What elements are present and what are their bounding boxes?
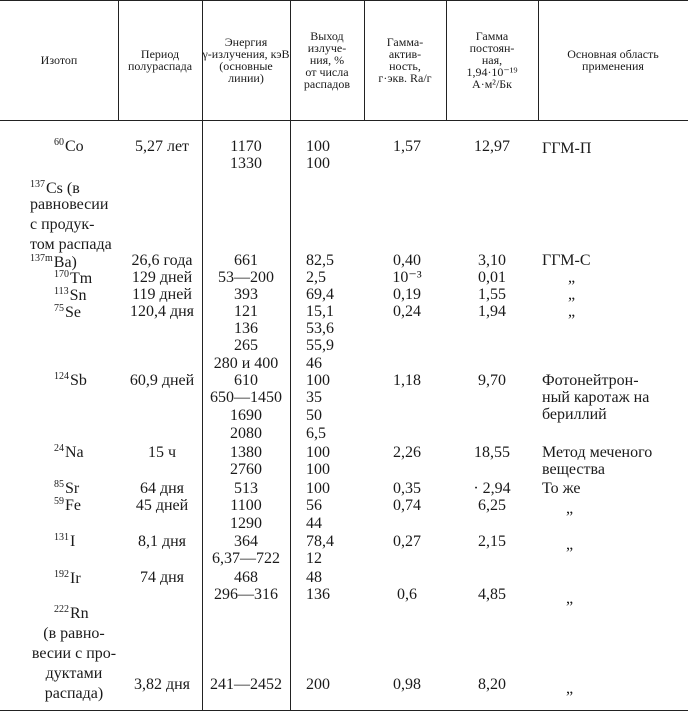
header-gamma-constant: Гамма постоян- ная, 1,94·10⁻¹⁹ А·м²/Бк <box>466 29 518 91</box>
energy-line: 364 <box>234 533 258 550</box>
yield-value: 15,1 <box>306 303 334 320</box>
application-na24: Метод меченого вещества <box>542 444 653 478</box>
application-ir192: „ <box>566 590 574 607</box>
yield-value: 78,4 <box>306 533 334 550</box>
gamma-constant-ir192: 4,85 <box>478 586 506 603</box>
isotope-rn222-note: (в равно- весии с про- дуктами распада) <box>31 625 117 702</box>
yield-value: 56 <box>306 497 322 514</box>
isotope-na24: $^{24}$Na <box>54 443 84 461</box>
gamma-constant-na24: 18,55 <box>474 444 510 461</box>
yield-value: 100 <box>306 138 330 155</box>
gamma-activity-tm170: 10⁻³ <box>392 269 422 286</box>
header-isotope: Изотоп <box>40 53 78 67</box>
energy-line: 513 <box>234 480 258 497</box>
gamma-activity-co60: 1,57 <box>393 138 421 155</box>
application-co60: ГГМ-П <box>542 140 592 157</box>
application-tm170: „ <box>568 269 576 286</box>
energy-line: 6,37—722 <box>212 550 280 567</box>
isotope-co60: $^{60}$Co <box>54 137 84 155</box>
energy-line: 136 <box>234 320 258 337</box>
half-life-fe59: 45 дней <box>135 497 189 514</box>
yield-value: 35 <box>306 389 322 406</box>
yield-value: 6,5 <box>306 425 326 442</box>
half-life-sb124: 60,9 дней <box>129 372 195 389</box>
isotope-cs137-note: равновесии с продук- том распада <box>30 196 112 253</box>
gamma-constant-sn113: 1,55 <box>478 286 506 303</box>
half-life-rn222: 3,82 дня <box>133 676 191 693</box>
energy-line: 1290 <box>230 515 262 532</box>
gamma-constant-rn222: 8,20 <box>478 676 506 693</box>
yield-value: 48 <box>306 569 322 586</box>
half-life-i131: 8,1 дня <box>137 533 187 550</box>
yield-value: 100 <box>306 372 330 389</box>
half-life-ir192: 74 дня <box>139 569 185 586</box>
isotope-se75: $^{75}$Se <box>54 303 81 321</box>
gamma-constant-i131: 2,15 <box>478 533 506 550</box>
energy-line: 1170 <box>230 138 262 155</box>
gamma-constant-co60: 12,97 <box>474 138 510 155</box>
isotope-sr85: $^{85}$Sr <box>54 479 80 497</box>
half-life-se75: 120,4 дня <box>129 303 195 320</box>
gamma-constant-sb124: 9,70 <box>478 372 506 389</box>
gamma-activity-fe59: 0,74 <box>393 497 421 514</box>
energy-line: 661 <box>234 252 258 269</box>
isotope-fe59: $^{59}$Fe <box>54 496 81 514</box>
yield-value: 100 <box>306 461 330 478</box>
gamma-activity-ba137m: 0,40 <box>393 252 421 269</box>
isotope-sb124: $^{124}$Sb <box>54 371 87 389</box>
isotope-rn222: $^{222}$Rn <box>54 604 89 622</box>
yield-value: 46 <box>306 355 322 372</box>
yield-value: 100 <box>306 155 330 172</box>
energy-line: 121 <box>234 303 258 320</box>
isotope-cs137: $^{137}$Cs (в <box>30 179 80 197</box>
gamma-activity-se75: 0,24 <box>393 303 421 320</box>
gamma-activity-sn113: 0,19 <box>393 286 421 303</box>
yield-value: 200 <box>306 676 330 693</box>
isotope-ir192: $^{192}$Ir <box>54 569 81 587</box>
gamma-activity-sb124: 1,18 <box>393 372 421 389</box>
gamma-activity-i131: 0,27 <box>393 533 421 550</box>
half-life-na24: 15 ч <box>147 444 177 461</box>
application-sn113: „ <box>568 286 576 303</box>
application-ba137m: ГГМ-С <box>542 252 591 269</box>
energy-line: 1100 <box>230 497 262 514</box>
half-life-sr85: 64 дня <box>139 480 185 497</box>
yield-value: 100 <box>306 480 330 497</box>
energy-line: 265 <box>234 337 258 354</box>
yield-value: 55,9 <box>306 337 334 354</box>
yield-value: 44 <box>306 515 322 532</box>
header-yield: Выход излуче- ния, % от числа распадов <box>303 29 351 91</box>
energy-line: 296—316 <box>214 586 278 603</box>
header-half-life: Период полураспада <box>127 47 193 73</box>
gamma-constant-sr85: · 2,94 <box>473 480 511 497</box>
energy-line: 650—1450 <box>210 389 282 406</box>
application-fe59: „ <box>566 500 574 517</box>
energy-line: 468 <box>234 569 258 586</box>
half-life-co60: 5,27 лет <box>134 138 190 155</box>
gamma-constant-ba137m: 3,10 <box>478 252 506 269</box>
application-sb124: Фотонейтрон- ный каротаж на бериллий <box>542 372 650 423</box>
isotope-sn113: $^{113}$Sn <box>54 286 87 304</box>
gamma-constant-tm170: 0,01 <box>478 269 506 286</box>
application-sr85: То же <box>542 480 581 497</box>
isotope-ba137m: $^{137m}$Ba) <box>30 253 77 271</box>
gamma-activity-ir192: 0,6 <box>397 586 417 603</box>
energy-line: 1330 <box>230 155 262 172</box>
yield-value: 2,5 <box>306 269 326 286</box>
header-application: Основная область применения <box>567 47 659 73</box>
yield-value: 136 <box>306 586 330 603</box>
application-se75: „ <box>568 303 576 320</box>
energy-line: 1690 <box>230 407 262 424</box>
isotope-i131: $^{131}$I <box>54 532 76 550</box>
header-energy: Энергия γ-излучения, кэВ (основные линии) <box>202 35 290 85</box>
half-life-sn113: 119 дней <box>132 286 192 303</box>
application-i131: „ <box>566 536 574 553</box>
energy-line: 393 <box>234 286 258 303</box>
isotope-tm170: $^{170}$Tm <box>54 269 93 287</box>
half-life-tm170: 129 дней <box>131 269 193 286</box>
energy-line: 2080 <box>230 425 262 442</box>
yield-value: 53,6 <box>306 320 334 337</box>
application-rn222: „ <box>566 680 574 697</box>
half-life-ba137m: 26,6 года <box>131 252 193 269</box>
gamma-constant-fe59: 6,25 <box>478 497 506 514</box>
yield-value: 82,5 <box>306 252 334 269</box>
energy-line: 53—200 <box>218 269 274 286</box>
yield-value: 12 <box>306 550 322 567</box>
gamma-activity-na24: 2,26 <box>393 444 421 461</box>
yield-value: 69,4 <box>306 286 334 303</box>
energy-line: 280 и 400 <box>213 355 279 372</box>
energy-line: 2760 <box>230 461 262 478</box>
gamma-constant-se75: 1,94 <box>478 303 506 320</box>
energy-line: 1380 <box>230 444 262 461</box>
header-gamma-activity: Гамма- актив- ность, г·экв. Ra/г <box>378 35 432 85</box>
energy-line: 241—2452 <box>210 676 282 693</box>
yield-value: 100 <box>306 444 330 461</box>
header-bottom-rule <box>0 120 688 121</box>
gamma-activity-rn222: 0,98 <box>393 676 421 693</box>
gamma-activity-sr85: 0,35 <box>393 480 421 497</box>
energy-line: 610 <box>234 372 258 389</box>
yield-value: 50 <box>306 407 322 424</box>
